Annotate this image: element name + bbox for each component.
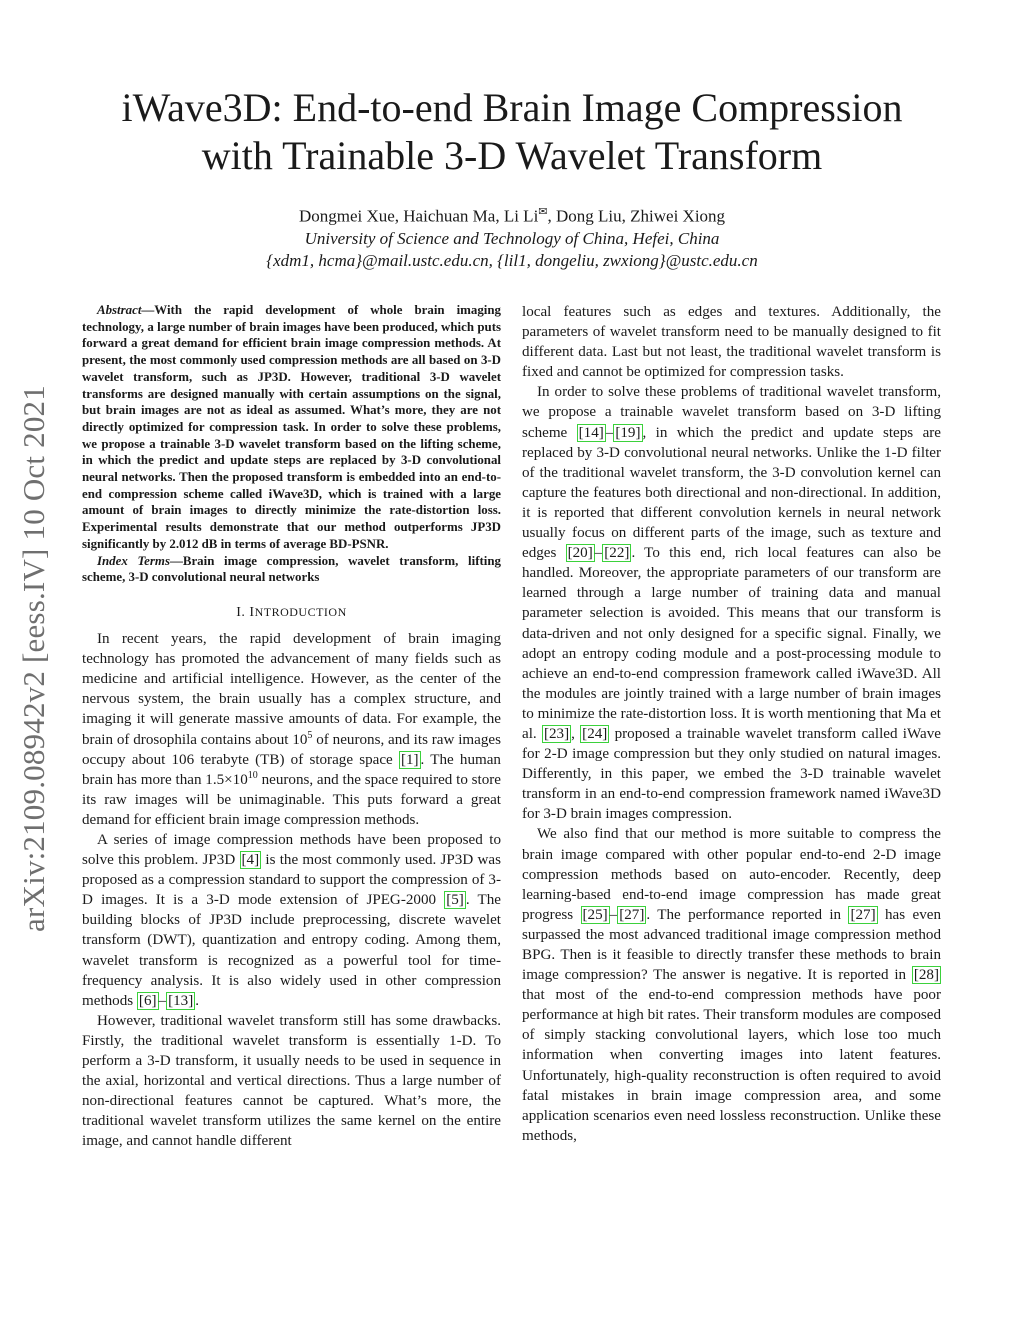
index-terms — [82, 553, 501, 586]
citation-link[interactable]: [14] — [578, 424, 604, 441]
section-numeral: I. — [236, 604, 246, 620]
abstract-text: With the rapid development of whole brain imaging technology, a large number of brain images have been produced, which puts forward a great demand for efficient brain image compression methods. At present, the most commonly used compression methods are all based on 3-D wavelet transform, such as JP3D. However, traditional 3-D wavelet transforms are designed manually with certain assumptions on the signal, but brain images are not as ideal as assumed. What’s more, they are not directly optimized for compression task. In order to solve these problems, we propose a trainable 3-D wavelet transform based on the lifting scheme, in which the predict and update steps are replaced by 3-D convolutional neural networks. Then the proposed transform is embedded into an end-to-end compression scheme called iWave3D, which is trained with a large amount of brain images to directly minimize the rate-distortion loss. Experimental results demonstrate that our method outperforms JP3D significantly by 2.012 dB in terms of average BD-PSNR. — [82, 303, 501, 551]
section-title-initial: I — [249, 604, 255, 620]
index-terms-text: Brain image compression, wavelet transform, lifting scheme, 3-D convolutional neural networks — [82, 553, 501, 585]
citation-link[interactable]: [13] — [168, 992, 194, 1009]
citation-link[interactable]: [27] — [850, 906, 876, 923]
text-span: is the most commonly used. JP3D was proposed as a compression standard to support the compression of 3-D images. It is a 3-D mode extension of JPEG-2000 — [82, 852, 501, 909]
left-column — [82, 302, 501, 1151]
exponent: 10 — [247, 769, 258, 781]
email-list: {xdm1, hcma}@mail.ustc.edu.cn, {lil1, dongeliu, zwxiong}@ustc.edu.cn — [266, 250, 758, 270]
abstract-dash: — — [141, 303, 155, 317]
exponent: 5 — [307, 729, 313, 741]
text-span: that most of the end-to-end compression methods have poor performance at high bit rates. Their transform modules are composed of simply stacking convolutional layers, which lose too much information when converting images into latent features. Unfortunately, high-quality reconstruction is often required to avoid fatal mistakes in brain image compression area, and some application scenarios even need lossless reconstruction. Unlike these methods, — [522, 987, 941, 1144]
citation-link[interactable]: [23] — [543, 725, 570, 742]
author-block — [0, 201, 1024, 272]
citation-link[interactable]: [4] — [241, 852, 260, 869]
range-dash: – — [605, 424, 614, 441]
citation-link[interactable]: [22] — [604, 545, 630, 562]
citation-link[interactable]: [19] — [615, 424, 641, 441]
envelope-icon: ✉ — [538, 206, 548, 218]
right-column — [522, 302, 941, 1146]
citation-link[interactable]: [28] — [913, 967, 939, 984]
intro-paragraph-1 — [82, 629, 501, 830]
citation-link[interactable]: [20] — [567, 545, 593, 562]
text-span: We also find that our method is more suitable to compress the brain image compared with other popular end-to-end 2-D image compression methods based on auto-encoder. Recently, deep learning-based end-to-end image compression has made great progress — [522, 826, 941, 923]
text-span: has even surpassed the most advanced traditional image compression method BPG. Then is it feasible to directly transfer these methods to brain image compression? The answer is negative. It is reported in — [522, 906, 941, 984]
arxiv-identifier: arXiv:2109.08942v2 [eess.IV] 10 Oct 2021 — [16, 385, 51, 932]
text-span: . The human brain has more than 1.5×10 — [82, 751, 501, 788]
text-span: neurons, and the space required to store its raw images will be unimaginable. This puts forward a great demand for efficient brain image compression methods. — [82, 771, 502, 828]
text-span: of neurons, and its raw images occupy about 106 terabyte (TB) of storage space — [82, 731, 501, 768]
range-dash: – — [594, 545, 603, 562]
citation-link[interactable]: [24] — [582, 725, 608, 742]
citation-link[interactable]: [25] — [582, 906, 608, 923]
text-span: In order to solve these problems of traditional wavelet transform, we propose a trainable wavelet transform based on 3-D lifting scheme — [522, 384, 941, 441]
right-paragraph-3 — [522, 824, 941, 1146]
text-span: proposed a trainable wavelet transform called iWave for 2-D image compression but they only studied on natural images. Differently, in this paper, we embed the 3-D trainable wavelet transform in an end-to-end compression framework named iWave3D for 3-D brain images compression. — [522, 725, 941, 823]
affiliation: University of Science and Technology of China, Hefei, China — [304, 228, 720, 248]
separator: , — [571, 725, 581, 742]
section-title-rest: NTRODUCTION — [254, 604, 347, 619]
right-paragraph-1: local features such as edges and textures. Additionally, the parameters of wavelet transform need to be manually designed to fit different data. Last but not least, the traditional wavelet transform is fixed and cannot be optimized for compression tasks. — [522, 304, 941, 381]
text-span: . To this end, rich local features can also be handled. Moreover, the appropriate parameters of our transform are learned through a large number of training data and manual parameter selection is avoided. This means that our transform is data-driven and not only designed for a specific signal. Finally, we adopt an entropy coding module and a post-processing module to achieve an end-to-end compression framework called iWave3D. All the modules are jointly trained with a large number of brain images to minimize the rate-distortion loss. It is worth mentioning that Ma et al. — [522, 545, 941, 742]
text-span: . The performance reported in — [646, 906, 849, 923]
index-terms-dash: — — [169, 553, 183, 568]
range-dash: – — [609, 906, 618, 923]
section-heading-introduction — [82, 602, 501, 623]
citation-link[interactable]: [5] — [446, 892, 464, 909]
abstract-label: Abstract — [97, 303, 142, 317]
authors-part-2: , Dong Liu, Zhiwei Xiong — [547, 206, 726, 226]
right-paragraph-2 — [522, 382, 941, 824]
index-terms-label: Index Terms — [97, 553, 170, 568]
text-span: , in which the predict and update steps are replaced by 3-D convolutional neural networks. Unlike the 1-D filter of the traditional wavelet transform, the 3-D convolution kernel can capture the features both directional and non-directional. In addition, it is reported that different convolution kernels in neural network usually focus on different parts of the image, such as texture and edges — [522, 424, 941, 562]
text-span: . — [195, 992, 200, 1009]
author-list — [0, 201, 1024, 228]
abstract — [82, 302, 501, 553]
title-line-2: with Trainable 3-D Wavelet Transform — [201, 133, 823, 178]
intro-paragraph-3: However, traditional wavelet transform still has some drawbacks. Firstly, the traditional wavelet transform is essentially 1-D. To perform a 3-D transform, it usually needs to be used in sequence in the axial, horizontal and vertical directions. Thus a large number of non-directional features cannot be captured. What’s more, the traditional wavelet transform utilizes the same kernel on the entire image, and cannot handle different — [82, 1012, 501, 1150]
authors-part-1: Dongmei Xue, Haichuan Ma, Li Li — [298, 206, 539, 226]
title-line-1: iWave3D: End-to-end Brain Image Compression — [121, 85, 903, 130]
intro-paragraph-2 — [82, 830, 501, 1011]
citation-link[interactable]: [27] — [619, 906, 645, 923]
paper-title — [0, 84, 1024, 180]
range-dash: – — [158, 992, 167, 1009]
citation-link[interactable]: [6] — [138, 992, 157, 1009]
citation-link[interactable]: [1] — [400, 751, 419, 768]
text-span: A series of image compression methods have been proposed to solve this problem. JP3D — [82, 831, 501, 869]
text-span: . The building blocks of JP3D include preprocessing, discrete wavelet transform (DWT), quantization and entropy coding. Among them, wavelet transform is recognized as a powerful tool for time-frequency analysis. It is also widely used in other compression methods — [82, 892, 501, 1009]
section-title — [249, 605, 346, 620]
text-span: In recent years, the rapid development of brain imaging technology has promoted the advancement of many fields such as medicine and artificial intelligence. However, as the center of the nervous system, the brain usually has a complex structure, and imaging it will generate massive amounts of data. For example, the brain of drosophila contains about 10 — [82, 631, 501, 748]
